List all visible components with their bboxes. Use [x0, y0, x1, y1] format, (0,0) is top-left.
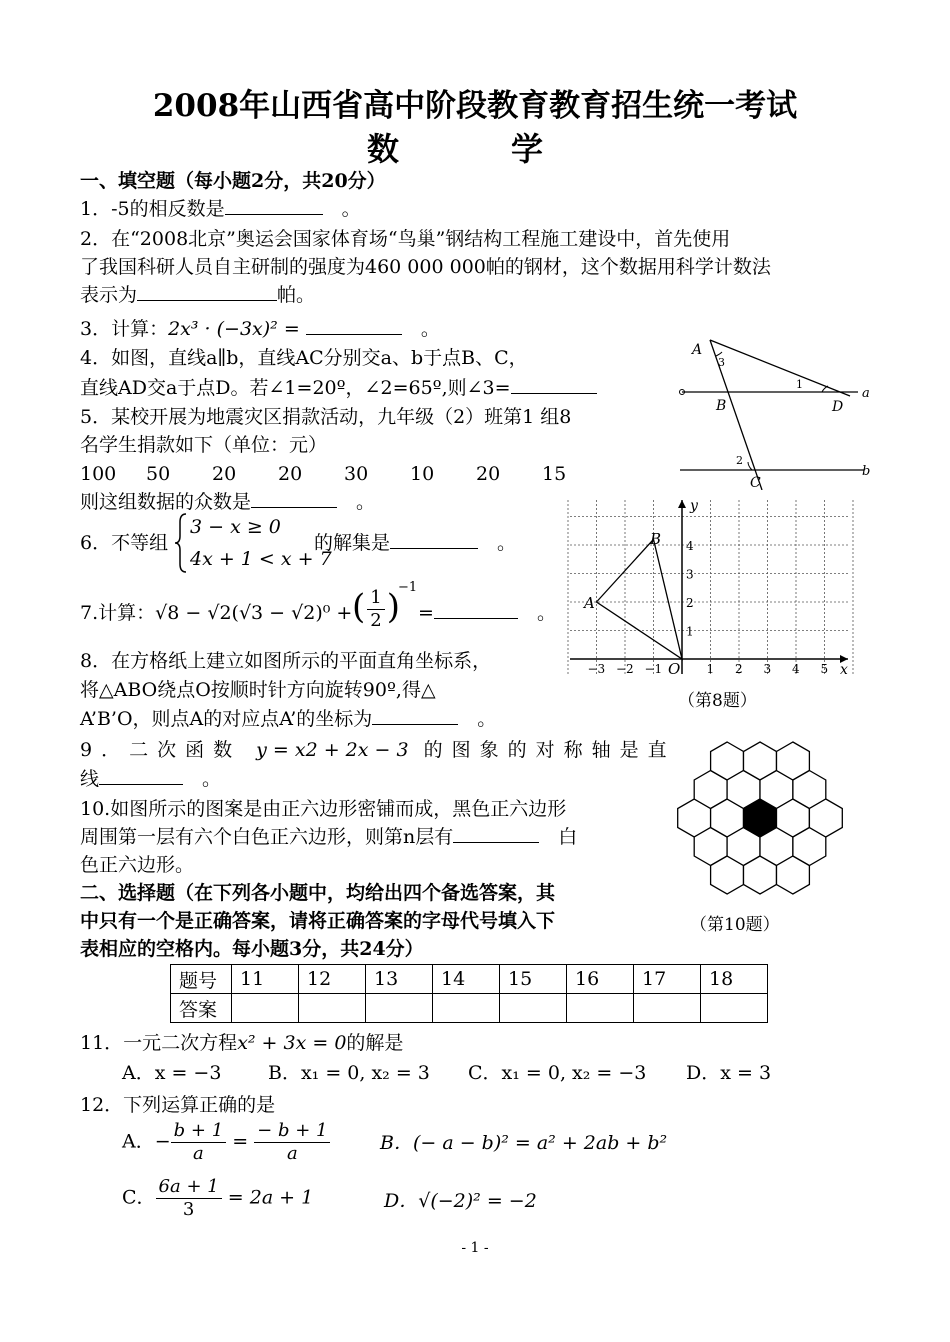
y-tick-label: 1 [686, 624, 694, 639]
q6-text: 的解集是 [314, 532, 391, 554]
q5-text: 则这组数据的众数是 [80, 491, 252, 513]
q9-text: 9．二次函数 [80, 739, 242, 761]
q12: 12．下列运算正确的是 [80, 1094, 276, 1116]
q1 [80, 196, 361, 222]
q4-blank[interactable] [511, 375, 597, 394]
x-tick-label: −3 [587, 662, 606, 676]
figure-q10-caption: （第10题） [690, 915, 780, 935]
q12-c-rhs: = 2a + 1 [227, 1186, 314, 1209]
q1-blank[interactable] [225, 196, 323, 215]
q10-text-2: 白 [558, 826, 578, 848]
q3-period: 。 [420, 318, 440, 340]
answer-table [170, 964, 768, 1023]
q5-value: 20 [212, 463, 237, 485]
q11-option-b[interactable]: B．x₁ = 0, x₂ = 3 [268, 1062, 430, 1084]
q7-fraction-numerator: 1 [367, 587, 384, 610]
q5-value: 20 [476, 463, 501, 485]
q7-period: 。 [536, 602, 556, 624]
q6-suffix [314, 530, 516, 556]
q9-line1 [80, 737, 676, 763]
q5-line1: 5．某校开展为地震灾区捐款活动，九年级（2）班第1 组8 [80, 406, 572, 428]
x-tick-label: 5 [820, 662, 829, 676]
q12-a-right-numerator: − b + 1 [254, 1120, 330, 1143]
angle-2-arc [748, 462, 752, 470]
answer-cell[interactable] [366, 994, 433, 1023]
x-axis-label: x [840, 662, 848, 678]
q5-line3 [80, 489, 375, 515]
x-tick-label: 4 [792, 662, 800, 676]
q7-expression: √8 − √2(√3 − √2)⁰ + [155, 602, 353, 624]
q6-prefix: 6．不等组 [80, 532, 169, 554]
q11 [80, 1030, 403, 1056]
q12-c-numerator: 6a + 1 [156, 1176, 222, 1199]
point-a-label: A [584, 594, 595, 612]
q12-option-a[interactable]: A．− $\frac{b + 1}{a}$ = $\frac{- b + 1}{a}$ [122, 1120, 330, 1165]
table-cell: 18 [701, 965, 768, 994]
table-cell: 17 [634, 965, 701, 994]
q10-line3: 色正六边形。 [80, 854, 195, 876]
q4-line2 [80, 375, 597, 401]
label-line-a: a [862, 386, 870, 401]
label-line-b: b [862, 464, 871, 479]
q7-paren: ( $\frac{1}{2}$ ) [352, 586, 400, 631]
y-tick-label: 4 [686, 539, 694, 553]
answer-cell[interactable] [232, 994, 299, 1023]
q7-fraction-denominator: 2 [370, 609, 382, 631]
q2-blank[interactable] [137, 282, 277, 301]
answer-cell[interactable] [634, 994, 701, 1023]
q11-tail: 的解是 [346, 1032, 404, 1054]
q1-period: 。 [341, 198, 361, 220]
y-tick-label: 2 [686, 596, 694, 610]
q5-value: 30 [344, 463, 369, 485]
section2-heading-2: 中只有一个是正确答案，请将正确答案的字母代号填入下 [80, 910, 556, 932]
label-angle-3: 3 [718, 356, 725, 369]
q9-line2 [80, 766, 221, 792]
line-ad [710, 340, 850, 396]
q9-text-3: 线 [80, 768, 100, 790]
q8-period: 。 [477, 708, 497, 730]
y-tick-label: 3 [686, 567, 694, 582]
q6-period: 。 [497, 532, 517, 554]
answer-table-header-row [171, 965, 768, 994]
table-cell: 13 [366, 965, 433, 994]
q7-text: 7.计算： [80, 602, 156, 624]
q11-option-a[interactable]: A．x = −3 [122, 1062, 222, 1084]
x-tick-label: −2 [616, 662, 634, 676]
label-angle-2: 2 [736, 454, 743, 467]
section1-heading: 一、填空题（每小题2分，共20分） [80, 170, 386, 192]
q5-value: 100 [80, 463, 117, 485]
q3 [80, 316, 440, 342]
section2-heading-3: 表相应的空格内。每小题3分，共24分） [80, 938, 424, 960]
x-tick-label: 3 [763, 662, 772, 676]
table-cell: 16 [567, 965, 634, 994]
q8-text: A’B’O，则点A的对应点A’的坐标为 [80, 708, 373, 730]
y-tick-labels [686, 539, 694, 639]
q2-line1: 2．在“2008北京”奥运会国家体育场“鸟巢”钢结构工程施工建设中，首先使用 [80, 228, 731, 250]
q5-blank[interactable] [251, 489, 337, 508]
q5-value: 50 [146, 463, 171, 485]
answer-cell[interactable] [433, 994, 500, 1023]
origin-label: O [668, 660, 681, 678]
q12-a-label: A． [122, 1130, 155, 1153]
subject-title: 数 学 [366, 130, 583, 168]
figure-q4 [672, 330, 880, 490]
answer-cell[interactable] [701, 994, 768, 1023]
q2-line3 [80, 282, 315, 308]
x-tick-label: 1 [706, 662, 715, 676]
q7-answer: = 。 [418, 602, 556, 624]
q7-exponent: −1 [398, 580, 418, 595]
answer-cell[interactable] [567, 994, 634, 1023]
triangle-abo [597, 539, 683, 659]
figure-q8-caption: （第8题） [678, 691, 757, 711]
answer-table-answer-row [171, 994, 768, 1023]
label-d-point: D [832, 399, 844, 415]
q3-text: 3．计算： [80, 318, 169, 340]
q5-value: 20 [278, 463, 303, 485]
q12-option-b[interactable]: B．(− a − b)² = a² + 2ab + b² [380, 1132, 668, 1154]
label-angle-1: 1 [796, 378, 803, 391]
q10-line2 [80, 824, 577, 850]
q5-value: 10 [410, 463, 435, 485]
q1-text: 1．-5的相反数是 [80, 198, 225, 220]
q4-line1: 4．如图，直线a∥b，直线AC分别交a、b于点B、C， [80, 347, 528, 369]
table-cell: 12 [299, 965, 366, 994]
q11-text: 11．一元二次方程 [80, 1032, 238, 1054]
q6-inequality-1: 3 − x ≥ 0 [190, 516, 281, 538]
figure-q8-grid [566, 494, 856, 679]
x-tick-labels [588, 662, 829, 676]
figure-q10-hexagons [670, 732, 850, 902]
q9-period: 。 [202, 768, 222, 790]
angle-1-arc [822, 386, 828, 392]
q10-blank[interactable] [453, 824, 539, 843]
q2-text: 表示为 [80, 284, 138, 306]
label-a-point: A [692, 342, 703, 358]
q5-value: 15 [542, 463, 567, 485]
q12-c-label: C． [122, 1186, 156, 1209]
q7 [80, 600, 352, 626]
q12-a-left-numerator: b + 1 [171, 1120, 227, 1143]
q4-text: 直线AD交a于点D。若∠1=20º，∠2=65º,则∠3= [80, 377, 511, 399]
q9-expression: y = x2 + 2x − 3 [256, 739, 409, 761]
q12-a-right-denominator: a [286, 1143, 298, 1164]
q12-option-d[interactable]: D．√(−2)² = −2 [384, 1190, 537, 1212]
x-tick-label: 2 [735, 662, 743, 676]
table-cell: 11 [232, 965, 299, 994]
q9-text-2: 的图象的对称轴是直 [423, 739, 676, 761]
q12-a-left-denominator: a [193, 1143, 204, 1164]
x-tick-label: −1 [644, 662, 663, 676]
q6-blank[interactable] [390, 530, 478, 549]
q3-expression: 2x³ · (−3x)² = [168, 318, 300, 340]
q5-line2: 名学生捐款如下（单位：元） [80, 434, 328, 456]
q6-brace [174, 512, 188, 574]
y-axis-arrow [678, 500, 686, 508]
label-b-point: B [716, 398, 727, 414]
table-cell: 14 [433, 965, 500, 994]
q12-c-denominator: 3 [182, 1199, 195, 1220]
q8-blank[interactable] [372, 706, 458, 725]
q11-option-d[interactable]: D．x = 3 [686, 1062, 772, 1084]
label-c-point: C [750, 475, 761, 490]
exam-title: 2008年山西省高中阶段教育教育招生统一考试 [152, 88, 798, 124]
y-axis-label: y [690, 498, 698, 514]
q8-line1: 8．在方格纸上建立如图所示的平面直角坐标系， [80, 650, 492, 672]
q11-option-c[interactable]: C．x₁ = 0, x₂ = −3 [468, 1062, 647, 1084]
table-cell: 15 [500, 965, 567, 994]
q5-values [80, 461, 582, 487]
answer-cell[interactable] [299, 994, 366, 1023]
q2-unit: 帕。 [277, 284, 316, 306]
q5-period: 。 [356, 491, 376, 513]
table-cell: 题号 [171, 965, 232, 994]
q6-inequality-2: 4x + 1 < x + 7 [190, 548, 332, 570]
q8-line2: 将△ABO绕点O按顺时针方向旋转90º,得△ [80, 679, 436, 701]
q11-expression: x² + 3x = 0 [237, 1032, 347, 1054]
q10-line1: 10.如图所示的图案是由正六边形密铺而成，黑色正六边形 [80, 798, 567, 820]
answer-cell[interactable] [500, 994, 567, 1023]
q12-option-c[interactable] [122, 1176, 313, 1221]
table-cell: 答案 [171, 994, 232, 1023]
q2-line2: 了我国科研人员自主研制的强度为460 000 000帕的钢材，这个数据用科学计数法 [80, 256, 771, 278]
q7-blank[interactable] [434, 600, 518, 619]
q3-blank[interactable] [306, 316, 402, 335]
q9-blank[interactable] [99, 766, 183, 785]
q10-text: 周围第一层有六个白色正六边形，则第n层有 [80, 826, 454, 848]
grid [568, 500, 853, 679]
section2-heading-1: 二、选择题（在下列各小题中，均给出四个备选答案，其 [80, 882, 556, 904]
q8-line3 [80, 706, 496, 732]
point-b-label: B [650, 530, 662, 548]
page-number: - 1 - [461, 1240, 489, 1256]
